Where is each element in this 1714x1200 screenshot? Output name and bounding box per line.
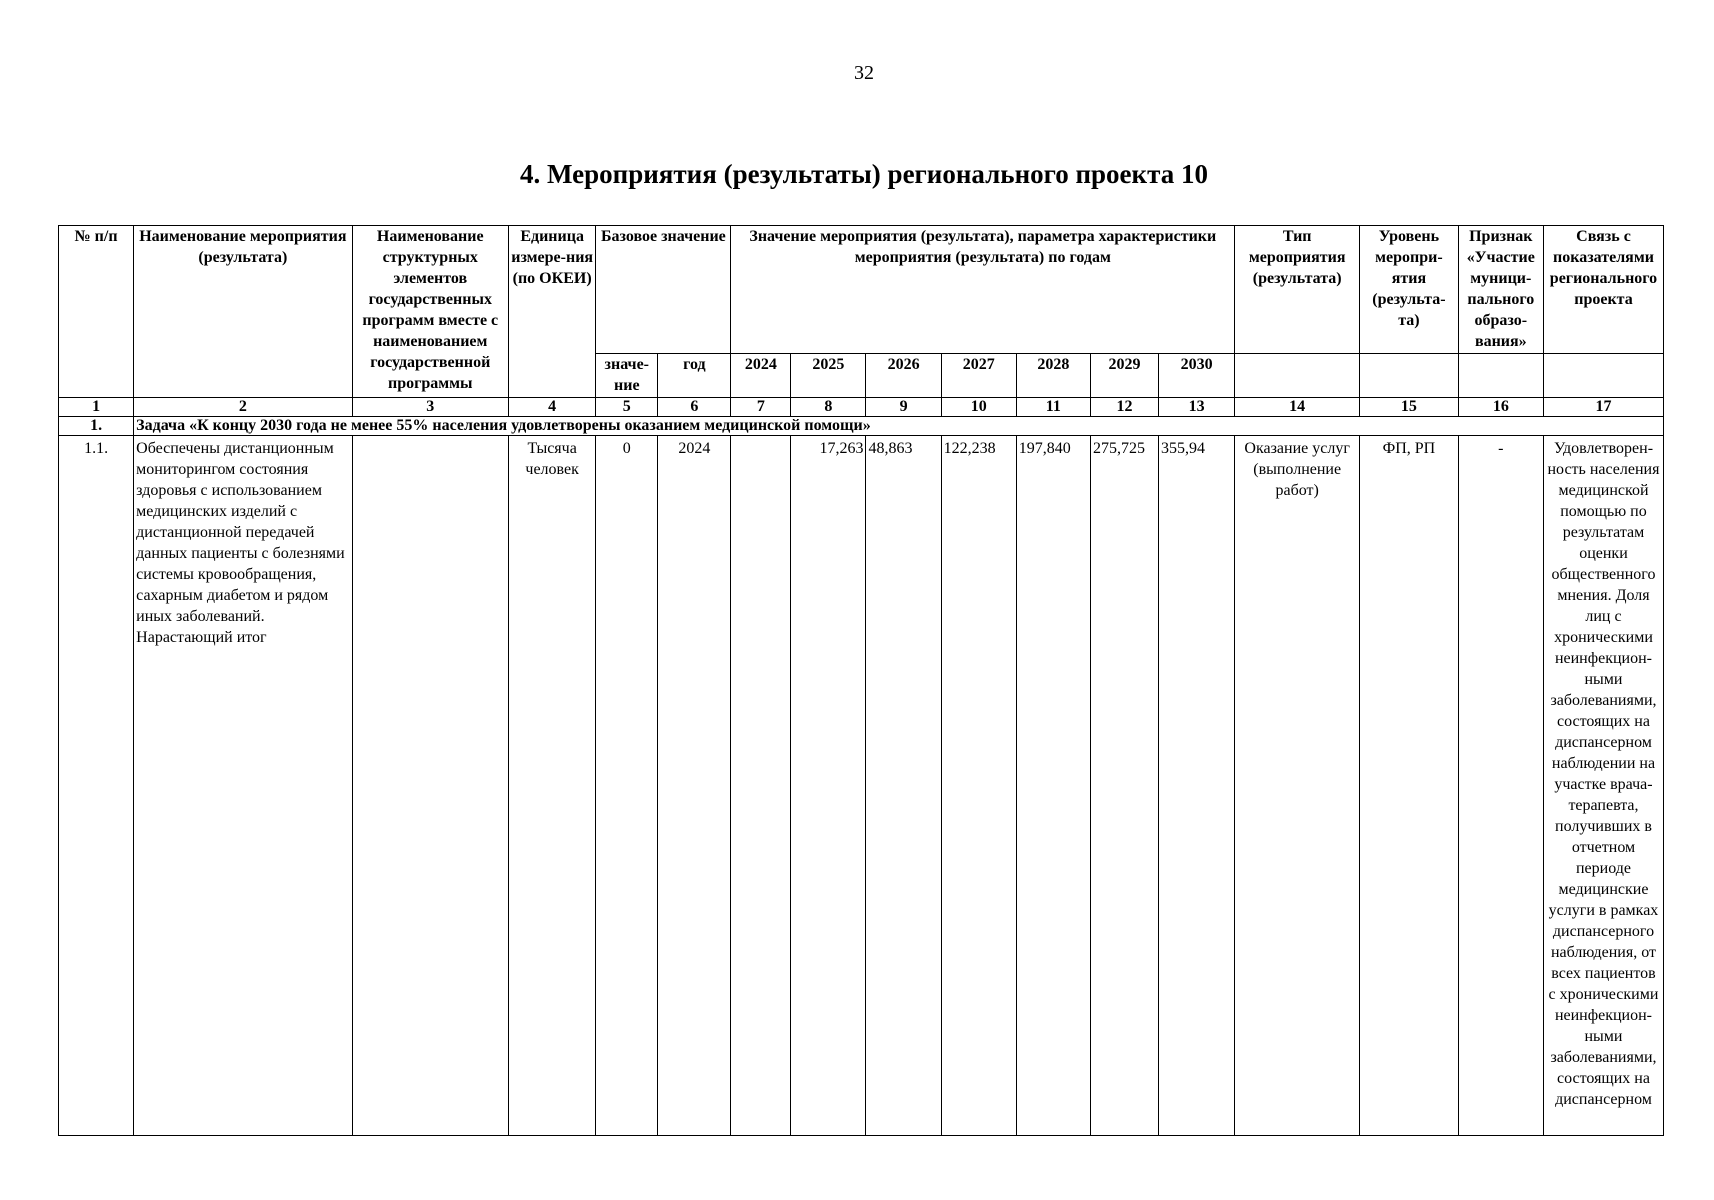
events-table (58, 225, 1664, 1136)
task-row (59, 417, 1664, 436)
header-event-name: Наименование мероприятия (результата) (134, 226, 352, 398)
header-event-level: Уровень меропри-ятия (результа-та) (1360, 226, 1459, 354)
task-number: 1. (59, 417, 134, 436)
column-number: 8 (791, 398, 866, 417)
row-number: 1.1. (59, 436, 134, 1136)
header-unit: Единица измере-ния (по ОКЕИ) (508, 226, 595, 398)
header-number: № п/п (59, 226, 134, 398)
header-base-value-year: год (658, 354, 731, 398)
header-year-2025: 2025 (791, 354, 866, 398)
row-value-2025: 17,263 (791, 436, 866, 1136)
column-number: 11 (1016, 398, 1090, 417)
header-year-2030: 2030 (1158, 354, 1234, 398)
row-value-2026: 48,863 (866, 436, 941, 1136)
column-number: 15 (1360, 398, 1459, 417)
row-value-2030: 355,94 (1158, 436, 1234, 1136)
row-value-2029: 275,725 (1090, 436, 1158, 1136)
task-text: Задача «К концу 2030 года не менее 55% населения удовлетворены оказанием медицинской помощи» (134, 417, 1664, 436)
row-value-2024 (731, 436, 791, 1136)
header-values-by-year: Значение мероприятия (результата), параметра характеристики мероприятия (результата) по годам (731, 226, 1235, 354)
document-title: 4. Мероприятия (результаты) регионального проекта 10 (520, 159, 1208, 189)
column-numbers-row (59, 398, 1664, 417)
row-value-2028: 197,840 (1016, 436, 1090, 1136)
row-structural-elements (352, 436, 508, 1136)
row-base-year: 2024 (658, 436, 731, 1136)
column-number: 6 (658, 398, 731, 417)
column-number: 5 (596, 398, 658, 417)
header-year-2024: 2024 (731, 354, 791, 398)
row-event-name: Обеспечены дистанционным мониторингом состояния здоровья с использованием медицинских изделий с дистанционной передачей данных пациенты с болезнями системы кровообращения, сахарным диабетом и рядом иных заболеваний. Нарастающий итог (134, 436, 352, 1136)
column-number: 4 (508, 398, 595, 417)
header-municipal-participation: Признак «Участие муници-пального образо-вания» (1458, 226, 1543, 354)
row-municipal-participation: - (1458, 436, 1543, 1136)
header-row-1 (59, 226, 1664, 354)
row-base-value: 0 (596, 436, 658, 1136)
header-year-2026: 2026 (866, 354, 941, 398)
column-number: 2 (134, 398, 352, 417)
column-number: 3 (352, 398, 508, 417)
column-number: 16 (1458, 398, 1543, 417)
row-event-type: Оказание услуг (выполнение работ) (1235, 436, 1360, 1136)
header-year-2028: 2028 (1016, 354, 1090, 398)
table-row (59, 436, 1664, 1136)
row-indicator-link: Удовлетворен-ность населения медицинской помощью по результатам оценки общественного мнения. Доля лиц с хроническими неинфекцион-ными заболеваниями, состоящих на диспансерном наблюдении на участке врача-терапевта, получивших в отчетном периоде медицинские услуги в рамках диспансерного наблюдения, от всех пациентов с хроническими неинфекцион-ными заболеваниями, состоящих на диспансерном (1543, 436, 1663, 1136)
header-year-2029: 2029 (1090, 354, 1158, 398)
column-number: 13 (1158, 398, 1234, 417)
header-structural-elements: Наименование структурных элементов государственных программ вместе с наименованием государственной программы (352, 226, 508, 398)
header-indicator-link: Связь с показателями регионального проекта (1543, 226, 1663, 354)
header-year-2027: 2027 (941, 354, 1016, 398)
column-number: 14 (1235, 398, 1360, 417)
column-number: 17 (1543, 398, 1663, 417)
row-unit: Тысяча человек (508, 436, 595, 1136)
row-event-level: ФП, РП (1360, 436, 1459, 1136)
column-number: 1 (59, 398, 134, 417)
page-number: 32 (854, 62, 874, 84)
column-number: 12 (1090, 398, 1158, 417)
header-base-value-value: значе-ние (596, 354, 658, 398)
column-number: 10 (941, 398, 1016, 417)
header-base-value: Базовое значение (596, 226, 731, 354)
column-number: 9 (866, 398, 941, 417)
header-event-type: Тип мероприятия (результата) (1235, 226, 1360, 354)
row-value-2027: 122,238 (941, 436, 1016, 1136)
column-number: 7 (731, 398, 791, 417)
